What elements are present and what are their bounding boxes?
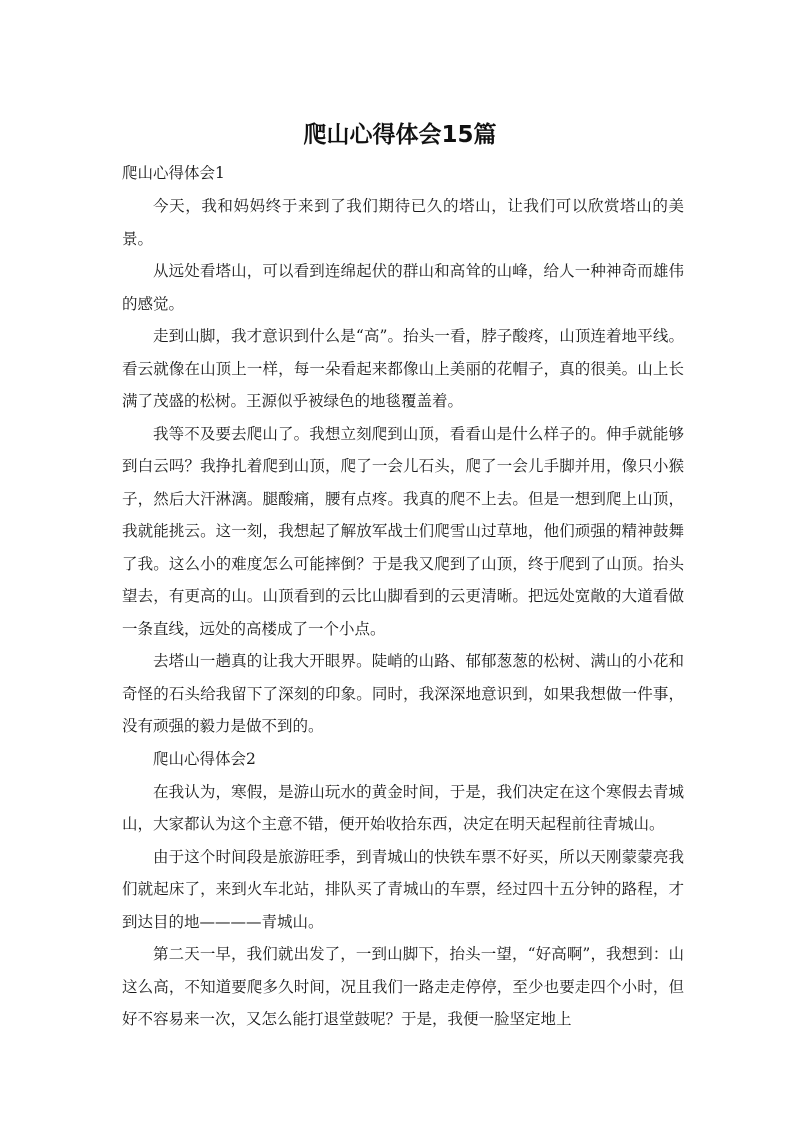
section-1 xyxy=(122,157,684,743)
paragraph: 在我认为，寒假，是游山玩水的黄金时间，于是，我们决定在这个寒假去青城山，大家都认为这个主意不错，便开始收拾东西，决定在明天起程前往青城山。 xyxy=(122,782,684,833)
document-title: 爬山心得体会15篇 xyxy=(303,122,497,148)
paragraph: 从远处看塔山，可以看到连绵起伏的群山和高耸的山峰，给人一种神奇而雄伟的感觉。 xyxy=(122,262,684,313)
section-2 xyxy=(122,743,684,1036)
paragraph: 今天，我和妈妈终于来到了我们期待已久的塔山，让我们可以欣赏塔山的美景。 xyxy=(122,197,684,248)
section-heading: 爬山心得体会1 xyxy=(122,164,225,182)
paragraph: 我等不及要去爬山了。我想立刻爬到山顶，看看山是什么样子的。伸手就能够到白云吗？我挣扎着爬到山顶，爬了一会儿石头，爬了一会儿手脚并用，像只小猴子，然后大汗淋漓。腿酸痛，腰有点疼。我真的爬不上去。但是一想到爬上山顶，我就能挑云。这一刻，我想起了解放军战士们爬雪山过草地，他们顽强的精神鼓舞了我。这么小的难度怎么可能摔倒？于是我又爬到了山顶，终于爬到了山顶。抬头望去，有更高的山。山顶看到的云比山脚看到的云更清晰。把远处宽敞的大道看做一条直线，远处的高楼成了一个小点。 xyxy=(122,424,684,638)
document-body xyxy=(122,157,684,1036)
paragraph: 第二天一早，我们就出发了，一到山脚下，抬头一望，“好高啊”，我想到：山这么高，不知道要爬多久时间，况且我们一路走走停停，至少也要走四个小时，但好不容易来一次，又怎么能打退堂鼓呢？于是，我便一脸坚定地上 xyxy=(122,945,684,1028)
paragraph: 去塔山一趟真的让我大开眼界。陡峭的山路、郁郁葱葱的松树、满山的小花和奇怪的石头给我留下了深刻的印象。同时，我深深地意识到，如果我想做一件事，没有顽强的毅力是做不到的。 xyxy=(122,652,684,735)
paragraph: 走到山脚，我才意识到什么是“高”。抬头一看，脖子酸疼，山顶连着地平线。看云就像在山顶上一样，每一朵看起来都像山上美丽的花帽子，真的很美。山上长满了茂盛的松树。王源似乎被绿色的地毯覆盖着。 xyxy=(122,327,684,410)
section-heading: 爬山心得体会2 xyxy=(153,749,256,768)
paragraph: 由于这个时间段是旅游旺季，到青城山的快铁车票不好买，所以天刚蒙蒙亮我们就起床了，来到火车北站，排队买了青城山的车票，经过四十五分钟的路程，才到达目的地————青城山。 xyxy=(122,847,684,931)
